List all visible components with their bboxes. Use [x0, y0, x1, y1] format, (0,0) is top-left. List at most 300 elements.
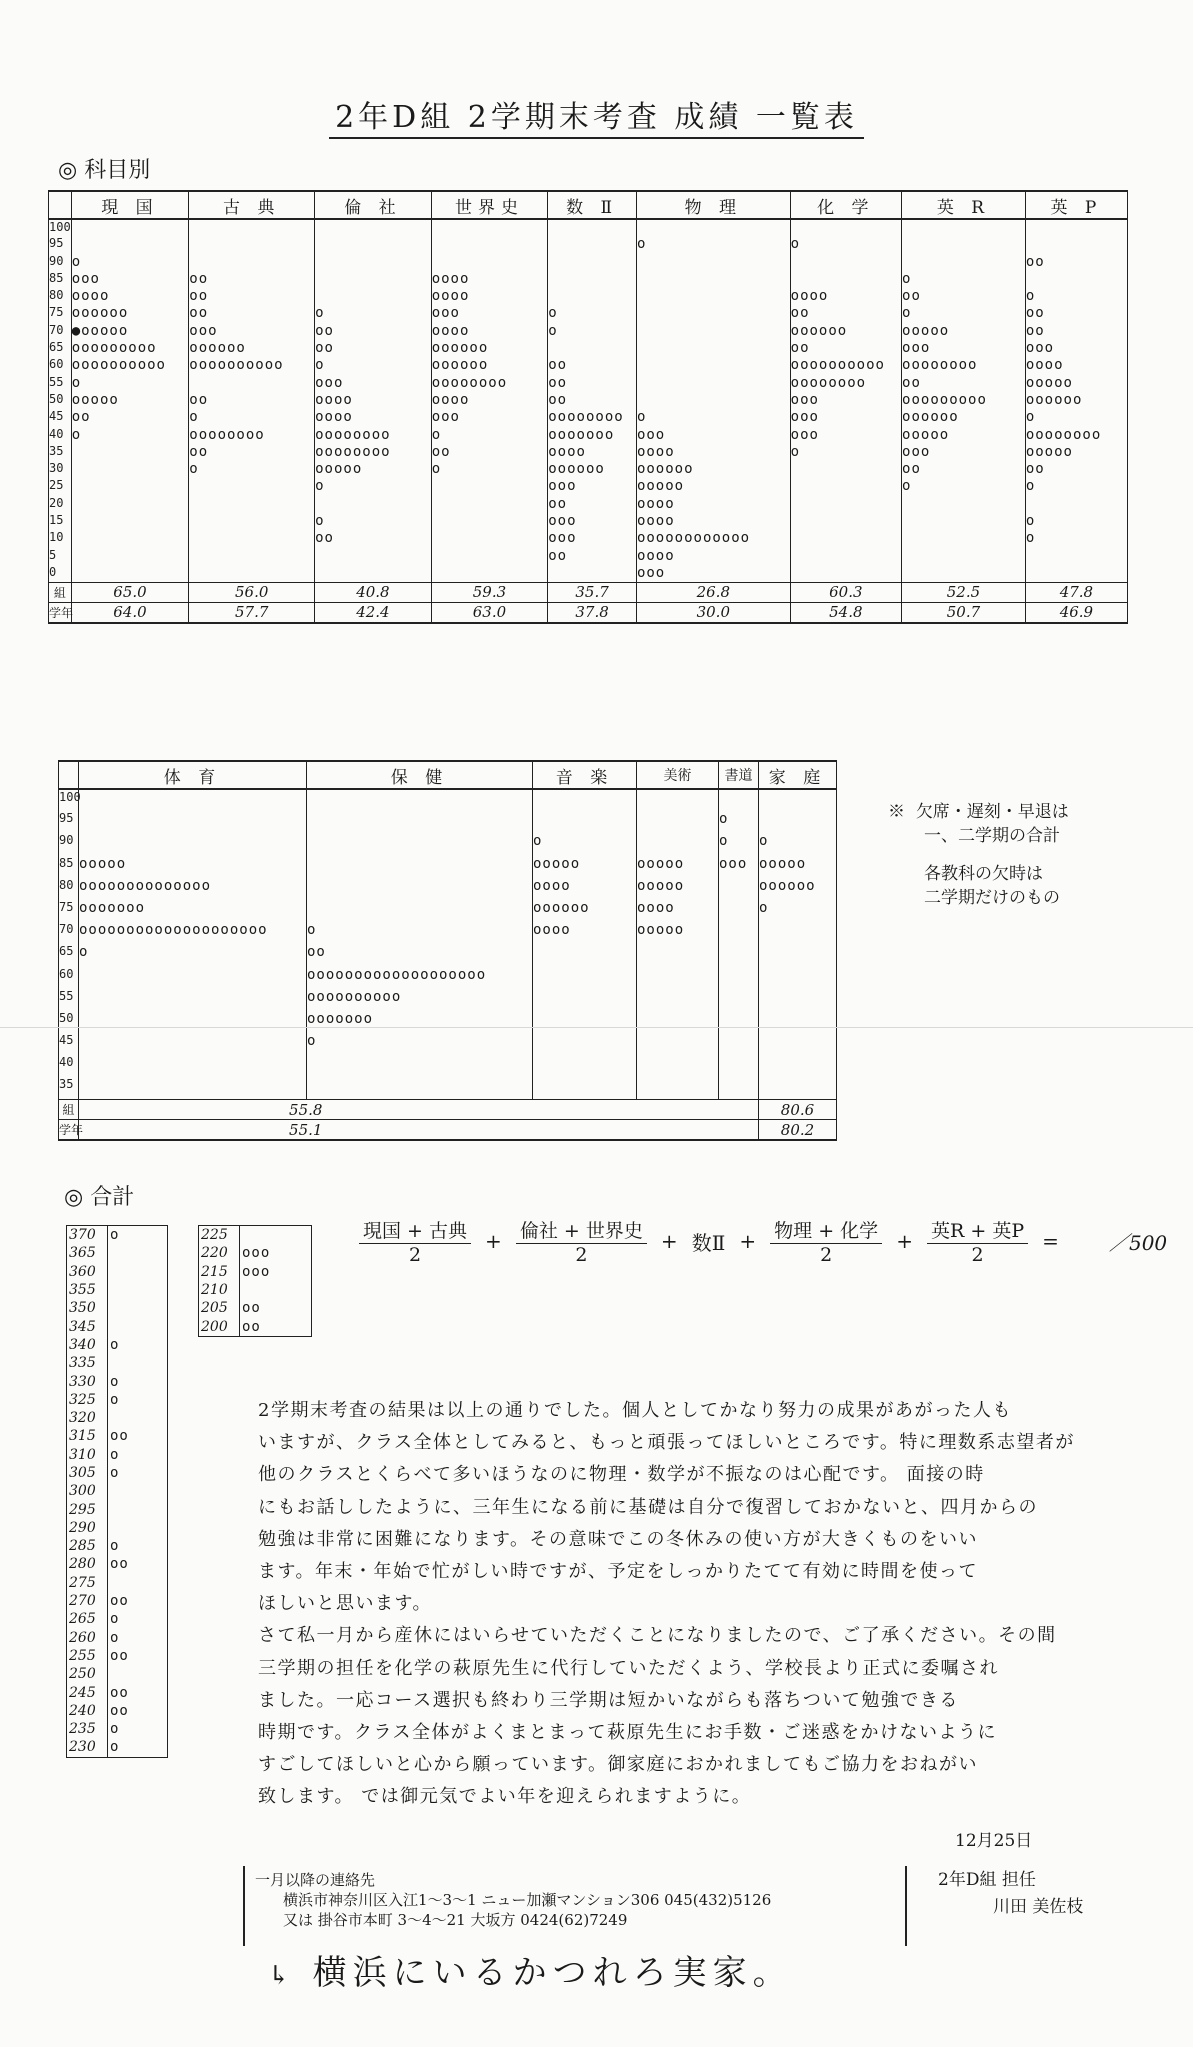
score-marks: oooooooo — [189, 427, 315, 444]
score-marks: ooo — [431, 409, 548, 426]
score-marks — [307, 833, 533, 855]
score-marks: ooo — [636, 565, 790, 582]
message-line: いますが、クラス全体としてみると、もっと頑張ってほしいところです。特に理数系志望者が — [258, 1432, 1075, 1454]
score-label: 90 — [59, 833, 79, 855]
total-score: 235 — [67, 1720, 108, 1738]
total-marks: ooo — [240, 1263, 312, 1281]
total-score: 220 — [199, 1244, 240, 1262]
score-label: 55 — [59, 989, 79, 1011]
score-marks: oooo — [71, 288, 189, 305]
total-score: 305 — [67, 1464, 108, 1482]
score-marks: oooooo — [431, 357, 548, 374]
score-marks — [79, 789, 307, 811]
score-label: 95 — [49, 236, 72, 253]
score-marks — [790, 513, 901, 530]
score-marks: o — [759, 900, 837, 922]
average-row — [49, 602, 1128, 623]
score-marks — [1025, 236, 1127, 253]
score-marks — [790, 496, 901, 513]
message-line: ます。年末・年始で忙がしい時ですが、予定をしっかりたてて有効に時間を使って — [258, 1561, 979, 1583]
score-marks — [533, 1011, 637, 1033]
score-marks — [759, 789, 837, 811]
score-marks — [533, 944, 637, 966]
score-marks: ooo — [548, 530, 637, 547]
total-row — [67, 1519, 168, 1537]
total-score: 250 — [67, 1665, 108, 1683]
score-marks — [1025, 496, 1127, 513]
score-label: 40 — [49, 427, 72, 444]
total-marks — [108, 1574, 168, 1592]
total-row — [199, 1299, 312, 1317]
score-marks: ooooo — [1025, 444, 1127, 461]
score-marks — [307, 789, 533, 811]
message-line: さて私一月から産休にはいらせていただくことになりましたので、ご了承ください。その間 — [258, 1625, 1057, 1647]
score-marks: oo — [548, 548, 637, 565]
average-value: 59.3 — [431, 582, 548, 602]
score-marks — [719, 789, 759, 811]
average-value: 63.0 — [431, 602, 548, 623]
score-label: 30 — [49, 461, 72, 478]
score-marks: oo — [1025, 323, 1127, 340]
score-row — [49, 271, 1128, 288]
score-marks: ooo — [902, 340, 1026, 357]
total-row — [67, 1555, 168, 1573]
score-marks — [71, 565, 189, 582]
score-marks: ooooo — [533, 856, 637, 878]
total-row — [67, 1738, 168, 1757]
score-row — [59, 811, 837, 833]
score-label: 70 — [49, 323, 72, 340]
section-subjects-label: ◎ 科目別 — [58, 158, 151, 183]
score-marks — [719, 1011, 759, 1033]
score-row — [49, 357, 1128, 374]
score-marks: o — [1025, 478, 1127, 495]
score-marks: oo — [189, 305, 315, 322]
score-marks — [790, 530, 901, 547]
score-marks — [533, 1033, 637, 1055]
total-score: 315 — [67, 1427, 108, 1445]
score-marks: ooo — [548, 513, 637, 530]
total-marks: o — [108, 1738, 168, 1757]
score-marks: o — [719, 811, 759, 833]
subject-score-table — [48, 190, 1128, 624]
handwritten-note: ↳ 横浜にいるかつれろ実家。 — [268, 1953, 793, 1993]
score-marks: ooo — [315, 375, 432, 392]
header-corner — [49, 191, 72, 219]
average-value: 42.4 — [315, 602, 432, 623]
total-score: 355 — [67, 1281, 108, 1299]
homeroom-message — [258, 1395, 1075, 1814]
score-label: 5 — [49, 548, 72, 565]
score-marks: oooo — [636, 444, 790, 461]
score-marks: oo — [902, 375, 1026, 392]
score-marks: oooo — [533, 878, 637, 900]
score-marks: o — [315, 357, 432, 374]
score-marks — [79, 1055, 307, 1077]
score-row — [59, 1033, 837, 1055]
score-marks: ooooooo — [79, 900, 307, 922]
total-row — [67, 1226, 168, 1245]
table-header-row — [59, 761, 837, 789]
score-marks — [189, 219, 315, 236]
score-marks — [1025, 219, 1127, 236]
score-marks: oo — [1025, 461, 1127, 478]
average-row — [59, 1100, 837, 1120]
score-marks: o — [1025, 513, 1127, 530]
total-row — [67, 1281, 168, 1299]
score-marks: ooo — [790, 427, 901, 444]
score-marks: o — [790, 444, 901, 461]
score-marks: o — [902, 271, 1026, 288]
score-marks: oooooo — [636, 461, 790, 478]
score-marks: ooooo — [637, 878, 719, 900]
score-marks — [637, 833, 719, 855]
score-label: 85 — [49, 271, 72, 288]
total-score: 300 — [67, 1482, 108, 1500]
score-marks — [636, 288, 790, 305]
score-marks — [79, 967, 307, 989]
score-marks: oooo — [548, 444, 637, 461]
score-marks: o — [307, 1033, 533, 1055]
score-marks — [533, 967, 637, 989]
score-marks — [719, 967, 759, 989]
score-marks: ooooo — [1025, 375, 1127, 392]
total-score: 345 — [67, 1317, 108, 1335]
score-label: 50 — [59, 1011, 79, 1033]
score-marks: oooooooooo — [307, 989, 533, 1011]
average-label: 組 — [59, 1100, 79, 1120]
score-marks — [902, 254, 1026, 271]
message-line: 2学期末考査の結果は以上の通りでした。個人としてかなり努力の成果があがった人も — [258, 1400, 1012, 1421]
score-row — [59, 944, 837, 966]
score-label: 65 — [59, 944, 79, 966]
total-row — [67, 1372, 168, 1390]
score-marks — [719, 1055, 759, 1077]
score-marks: oooooooo — [431, 375, 548, 392]
score-marks — [189, 530, 315, 547]
score-marks — [71, 219, 189, 236]
total-row — [199, 1263, 312, 1281]
score-marks: o — [315, 305, 432, 322]
score-row — [49, 323, 1128, 340]
score-marks: oooo — [1025, 357, 1127, 374]
subject-header: 英 P — [1025, 191, 1127, 219]
score-marks: o — [636, 236, 790, 253]
total-row — [199, 1317, 312, 1336]
score-marks — [636, 323, 790, 340]
score-row — [59, 900, 837, 922]
score-label: 0 — [49, 565, 72, 582]
total-marks: o — [108, 1336, 168, 1354]
average-value: 80.2 — [759, 1120, 837, 1141]
score-marks: ooo — [636, 427, 790, 444]
score-marks — [431, 565, 548, 582]
score-marks: oooooooo — [790, 375, 901, 392]
subject-header: 古 典 — [189, 191, 315, 219]
total-row — [67, 1336, 168, 1354]
score-marks — [637, 967, 719, 989]
total-marks: o — [108, 1720, 168, 1738]
total-row — [67, 1720, 168, 1738]
score-marks: oooooooooooooooooooo — [79, 922, 307, 944]
average-value: 47.8 — [1025, 582, 1127, 602]
subject-header: 保 健 — [307, 761, 533, 789]
score-marks: oo — [189, 271, 315, 288]
contact-box: 一月以降の連絡先 横浜市神奈川区入江1〜3〜1 ニュー加瀬マンション306 045(432)5126 又は 掛谷市本町 3〜4〜21 大坂方 0424(62)7249 — [243, 1866, 907, 1946]
score-marks: oo — [315, 340, 432, 357]
teacher-signature: 2年D組 担任 川田 美佐枝 — [938, 1870, 1084, 1917]
score-row — [49, 409, 1128, 426]
score-marks — [637, 989, 719, 1011]
score-marks — [71, 444, 189, 461]
score-marks: ooo — [902, 444, 1026, 461]
score-marks: ooo — [790, 409, 901, 426]
score-marks — [637, 1033, 719, 1055]
score-marks — [548, 254, 637, 271]
score-marks — [533, 1055, 637, 1077]
score-marks: o — [790, 236, 901, 253]
total-marks — [108, 1500, 168, 1518]
score-marks: oooo — [790, 288, 901, 305]
total-score: 370 — [67, 1226, 108, 1245]
score-marks: ooo — [719, 856, 759, 878]
average-value: 50.7 — [902, 602, 1026, 623]
average-label: 学年 — [49, 602, 72, 623]
score-marks — [307, 856, 533, 878]
score-marks: oooooooo — [902, 357, 1026, 374]
total-formula: 現国 + 古典 2 + 倫社 + 世界史 2 + 数Ⅱ + 物理 + 化学 2 + 英R + 英P 2 = ／500 — [355, 1216, 1171, 1266]
score-row — [59, 878, 837, 900]
score-marks: oooooooooo — [71, 357, 189, 374]
score-marks: oooooooooooo — [636, 530, 790, 547]
total-marks: oo — [108, 1555, 168, 1573]
score-marks: o — [548, 305, 637, 322]
total-score: 280 — [67, 1555, 108, 1573]
score-marks: ooo — [189, 323, 315, 340]
score-marks — [189, 478, 315, 495]
score-marks: o — [315, 513, 432, 530]
score-row — [59, 833, 837, 855]
score-marks — [1025, 271, 1127, 288]
score-row — [59, 967, 837, 989]
score-marks: oooooooooo — [790, 357, 901, 374]
score-marks — [548, 219, 637, 236]
score-marks — [759, 989, 837, 1011]
score-label: 90 — [49, 254, 72, 271]
score-row — [59, 789, 837, 811]
score-marks — [431, 496, 548, 513]
arrow-icon: ↳ — [268, 1961, 296, 1991]
score-row — [49, 375, 1128, 392]
average-value: 60.3 — [790, 582, 901, 602]
average-value: 55.1 — [79, 1120, 533, 1141]
score-row — [59, 856, 837, 878]
score-marks: oooooooooo — [189, 357, 315, 374]
average-empty — [533, 1100, 759, 1120]
total-score: 230 — [67, 1738, 108, 1757]
average-value: 46.9 — [1025, 602, 1127, 623]
score-marks — [307, 900, 533, 922]
score-marks: o — [548, 323, 637, 340]
total-marks — [108, 1519, 168, 1537]
score-marks: o — [1025, 288, 1127, 305]
message-line: ました。一応コース選択も終わり三学期は短かいながらも落ちついて勉強できる — [258, 1689, 959, 1711]
total-row — [67, 1244, 168, 1262]
total-row — [67, 1500, 168, 1518]
score-label: 35 — [49, 444, 72, 461]
page-title: 2年D組 2学期末考査 成績 一覧表 — [0, 92, 1193, 136]
score-marks: oo — [307, 944, 533, 966]
subject-header: 倫 社 — [315, 191, 432, 219]
score-marks: oooo — [315, 392, 432, 409]
subject-header: 書道 — [719, 761, 759, 789]
score-row — [49, 305, 1128, 322]
score-label: 75 — [59, 900, 79, 922]
total-row — [67, 1537, 168, 1555]
score-marks: oooo — [636, 548, 790, 565]
score-marks — [71, 530, 189, 547]
score-marks: oooooo — [548, 461, 637, 478]
score-marks — [533, 811, 637, 833]
average-value: 56.0 — [189, 582, 315, 602]
message-line: 致します。 では御元気でよい年を迎えられますように。 — [258, 1786, 752, 1808]
score-marks: o — [189, 461, 315, 478]
score-row — [49, 340, 1128, 357]
score-marks: ooooo — [902, 323, 1026, 340]
score-marks — [71, 236, 189, 253]
total-marks: oo — [108, 1427, 168, 1445]
score-marks: ooo — [1025, 340, 1127, 357]
score-marks: oooo — [636, 496, 790, 513]
score-marks: oo — [315, 530, 432, 547]
header-corner — [59, 761, 79, 789]
score-marks — [189, 375, 315, 392]
score-marks — [759, 811, 837, 833]
total-marks — [108, 1409, 168, 1427]
total-row — [199, 1226, 312, 1245]
subject-header: 音 楽 — [533, 761, 637, 789]
total-score: 350 — [67, 1299, 108, 1317]
fold-line — [0, 1027, 1193, 1028]
score-marks — [719, 944, 759, 966]
score-label: 100 — [59, 789, 79, 811]
score-marks — [315, 288, 432, 305]
score-marks — [431, 478, 548, 495]
score-row — [49, 288, 1128, 305]
total-marks — [108, 1244, 168, 1262]
score-marks — [189, 565, 315, 582]
score-row — [59, 1055, 837, 1077]
score-row — [59, 989, 837, 1011]
total-marks: oo — [240, 1299, 312, 1317]
score-marks: ooo — [548, 478, 637, 495]
score-marks: oooooo — [759, 878, 837, 900]
total-marks: oo — [108, 1647, 168, 1665]
score-marks — [636, 375, 790, 392]
score-marks: oo — [1025, 254, 1127, 271]
score-marks — [637, 944, 719, 966]
score-label: 45 — [59, 1033, 79, 1055]
total-marks: oo — [108, 1702, 168, 1720]
score-marks — [315, 236, 432, 253]
total-score: 285 — [67, 1537, 108, 1555]
score-marks — [636, 305, 790, 322]
score-marks — [71, 461, 189, 478]
total-row — [67, 1391, 168, 1409]
total-row — [67, 1702, 168, 1720]
score-marks — [533, 789, 637, 811]
score-marks — [315, 496, 432, 513]
total-row — [67, 1610, 168, 1628]
score-marks: oo — [189, 392, 315, 409]
total-marks — [108, 1317, 168, 1335]
score-marks: ooo — [790, 392, 901, 409]
score-marks — [636, 219, 790, 236]
message-line: 勉強は非常に困難になります。その意味でこの冬休みの使い方が大きくものをいい — [258, 1528, 979, 1550]
total-row — [67, 1647, 168, 1665]
score-marks: ooooooooo — [902, 392, 1026, 409]
score-marks — [1025, 548, 1127, 565]
total-score: 330 — [67, 1372, 108, 1390]
score-marks — [719, 900, 759, 922]
score-label: 85 — [59, 856, 79, 878]
score-marks: oooo — [431, 323, 548, 340]
score-marks — [71, 496, 189, 513]
message-line: ほしいと思います。 — [258, 1593, 433, 1615]
total-marks: oo — [108, 1683, 168, 1701]
score-marks — [719, 989, 759, 1011]
average-value: 37.8 — [548, 602, 637, 623]
score-marks — [79, 989, 307, 1011]
score-marks — [902, 565, 1026, 582]
score-marks — [548, 340, 637, 357]
total-marks — [108, 1263, 168, 1281]
score-marks — [315, 271, 432, 288]
total-score: 245 — [67, 1683, 108, 1701]
average-value: 57.7 — [189, 602, 315, 623]
total-score: 240 — [67, 1702, 108, 1720]
total-row — [67, 1629, 168, 1647]
message-date: 12月25日 — [955, 1831, 1033, 1851]
score-marks — [315, 254, 432, 271]
score-marks: ooo — [71, 271, 189, 288]
score-marks: o — [431, 427, 548, 444]
score-marks — [315, 548, 432, 565]
score-marks: oooo — [636, 513, 790, 530]
score-row — [49, 444, 1128, 461]
score-marks: oooo — [533, 922, 637, 944]
score-label: 80 — [59, 878, 79, 900]
score-marks: o — [1025, 409, 1127, 426]
score-row — [59, 1077, 837, 1099]
score-marks — [719, 878, 759, 900]
score-marks — [790, 478, 901, 495]
score-marks: oo — [189, 288, 315, 305]
score-marks: oo — [548, 496, 637, 513]
score-marks: o — [71, 375, 189, 392]
score-marks: o — [307, 922, 533, 944]
total-score: 320 — [67, 1409, 108, 1427]
score-marks: oooooooo — [548, 409, 637, 426]
average-value: 55.8 — [79, 1100, 533, 1120]
score-label: 10 — [49, 530, 72, 547]
score-marks: ooooooooo — [71, 340, 189, 357]
score-marks — [759, 944, 837, 966]
total-row — [67, 1592, 168, 1610]
score-marks: o — [902, 305, 1026, 322]
total-marks — [108, 1482, 168, 1500]
pe-arts-score-table — [58, 760, 837, 1141]
